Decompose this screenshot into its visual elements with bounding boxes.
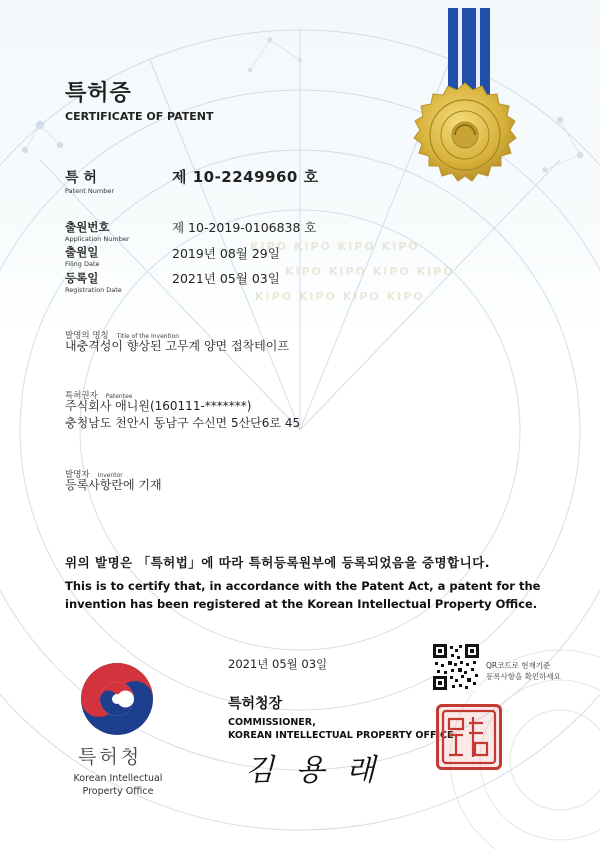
invention-label: 발명의 명칭 Title of the Invention <box>65 331 180 341</box>
official-seal-stamp <box>436 704 502 770</box>
certification-statement-ko: 위의 발명은 「특허법」에 따라 특허등록원부에 등록되었음을 증명합니다. <box>65 555 491 570</box>
issue-date: 2021년 05월 03일 <box>228 657 328 671</box>
invention-title: 내충격성이 향상된 고무계 양면 접착테이프 <box>65 339 289 353</box>
organization-name-en: Korean Intellectual Property Office <box>73 773 163 797</box>
inventor-value: 등록사항란에 기재 <box>65 478 162 492</box>
commissioner-signature: 김 용 래 <box>245 753 382 788</box>
qr-code[interactable] <box>433 644 479 690</box>
application-number-value: 제 10-2019-0106838 호 <box>172 220 317 235</box>
patentee-address: 충청남도 천안시 동남구 수신면 5산단6로 45 <box>65 416 301 430</box>
qr-note: QR코드로 현재기준 등록사항을 확인하세요 <box>486 661 561 681</box>
certificate-title-en: CERTIFICATE OF PATENT <box>65 110 214 123</box>
filing-date-label: 출원일 Filing Date <box>65 245 100 268</box>
inventor-label: 발명자 Inventor <box>65 470 123 480</box>
registration-date-value: 2021년 05월 03일 <box>172 271 280 286</box>
patentee-label: 특허권자 Patentee <box>65 391 133 401</box>
organization-name-ko: 특허청 <box>78 746 143 768</box>
watermark-row: KIPO KIPO KIPO KIPO <box>250 240 420 253</box>
certification-statement-en-line1: This is to certify that, in accordance with the Patent Act, a patent for the <box>65 579 541 593</box>
certification-statement-en-line2: invention has been registered at the Korean Intellectual Property Office. <box>65 597 538 611</box>
gold-seal <box>414 83 516 181</box>
watermark-row: KIPO KIPO KIPO KIPO <box>285 265 455 278</box>
patent-number-value: 제 10-2249960 호 <box>172 168 319 186</box>
commissioner-title-en: COMMISSIONER, KOREAN INTELLECTUAL PROPERTY OFFICE <box>228 717 454 741</box>
stamp-pattern-icon <box>439 707 499 767</box>
registration-date-label: 등록일 Registration Date <box>65 271 122 294</box>
filing-date-value: 2019년 08월 29일 <box>172 246 280 261</box>
watermark-row: KIPO KIPO KIPO KIPO <box>255 290 425 303</box>
certificate-title-ko: 특허증 <box>65 81 132 106</box>
kipo-logo-icon <box>78 660 156 738</box>
application-number-label: 출원번호 Application Number <box>65 220 130 243</box>
patentee-name: 주식회사 애니원(160111-*******) <box>65 399 252 413</box>
patent-number-label: 특 허 Patent Number <box>65 170 115 195</box>
commissioner-title-ko: 특허청장 <box>228 696 283 712</box>
